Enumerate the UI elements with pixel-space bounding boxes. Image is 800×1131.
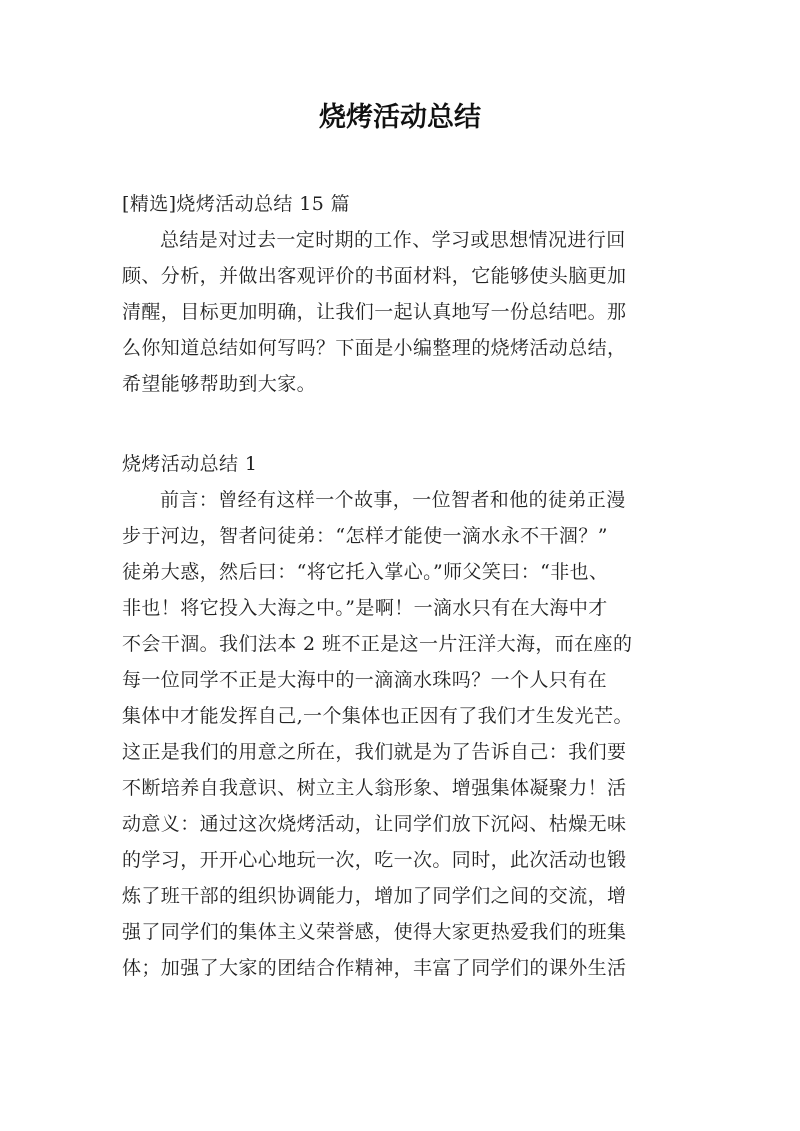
document-subtitle: [精选]烧烤活动总结 15 篇 xyxy=(122,193,351,215)
paragraph-line: 不断培养自我意识、树立主人翁形象、增强集体凝聚力！活 xyxy=(122,777,627,799)
document-body xyxy=(122,186,692,986)
intro-line: 么你知道总结如何写吗？下面是小编整理的烧烤活动总结， xyxy=(122,337,627,359)
intro-paragraph xyxy=(122,222,692,402)
intro-line: 顾、分析，并做出客观评价的书面材料，它能够使头脑更加 xyxy=(122,265,627,287)
paragraph-line: 这正是我们的用意之所在，我们就是为了告诉自己：我们要 xyxy=(122,741,627,763)
paragraph-line: 的学习，开开心心地玩一次，吃一次。同时，此次活动也锻 xyxy=(122,849,627,871)
document-title: 烧烤活动总结 xyxy=(319,102,481,133)
paragraph-line: 步于河边，智者问徒弟：“怎样才能使一滴水永不干涸？” xyxy=(122,525,608,547)
paragraph-line: 非也！将它投入大海之中。”是啊！一滴水只有在大海中才 xyxy=(122,597,608,619)
paragraph-line: 强了同学们的集体主义荣誉感，使得大家更热爱我们的班集 xyxy=(122,921,627,943)
paragraph-line: 动意义：通过这次烧烤活动，让同学们放下沉闷、枯燥无味 xyxy=(122,813,627,835)
intro-line: 清醒，目标更加明确，让我们一起认真地写一份总结吧。那 xyxy=(122,301,627,323)
paragraph-line: 体；加强了大家的团结合作精神，丰富了同学们的课外生活 xyxy=(122,957,627,979)
section-heading: 烧烤活动总结 1 xyxy=(122,453,258,475)
section-paragraph xyxy=(122,482,692,986)
intro-line: 希望能够帮助到大家。 xyxy=(122,373,317,395)
paragraph-line: 徒弟大惑，然后曰：“将它托入掌心。”师父笑曰：“非也、 xyxy=(122,561,609,583)
paragraph-line: 不会干涸。我们法本 2 班不正是这一片汪洋大海，而在座的 xyxy=(122,633,633,655)
section-gap xyxy=(122,402,692,446)
paragraph-line: 集体中才能发挥自己,一个集体也正因有了我们才生发光芒。 xyxy=(122,705,633,727)
paragraph-line: 炼了班干部的组织协调能力，增加了同学们之间的交流，增 xyxy=(122,885,627,907)
paragraph-line: 前言：曾经有这样一个故事，一位智者和他的徒弟正漫 xyxy=(160,489,626,511)
intro-line: 总结是对过去一定时期的工作、学习或思想情况进行回 xyxy=(160,229,626,251)
paragraph-line: 每一位同学不正是大海中的一滴滴水珠吗？一个人只有在 xyxy=(122,669,608,691)
